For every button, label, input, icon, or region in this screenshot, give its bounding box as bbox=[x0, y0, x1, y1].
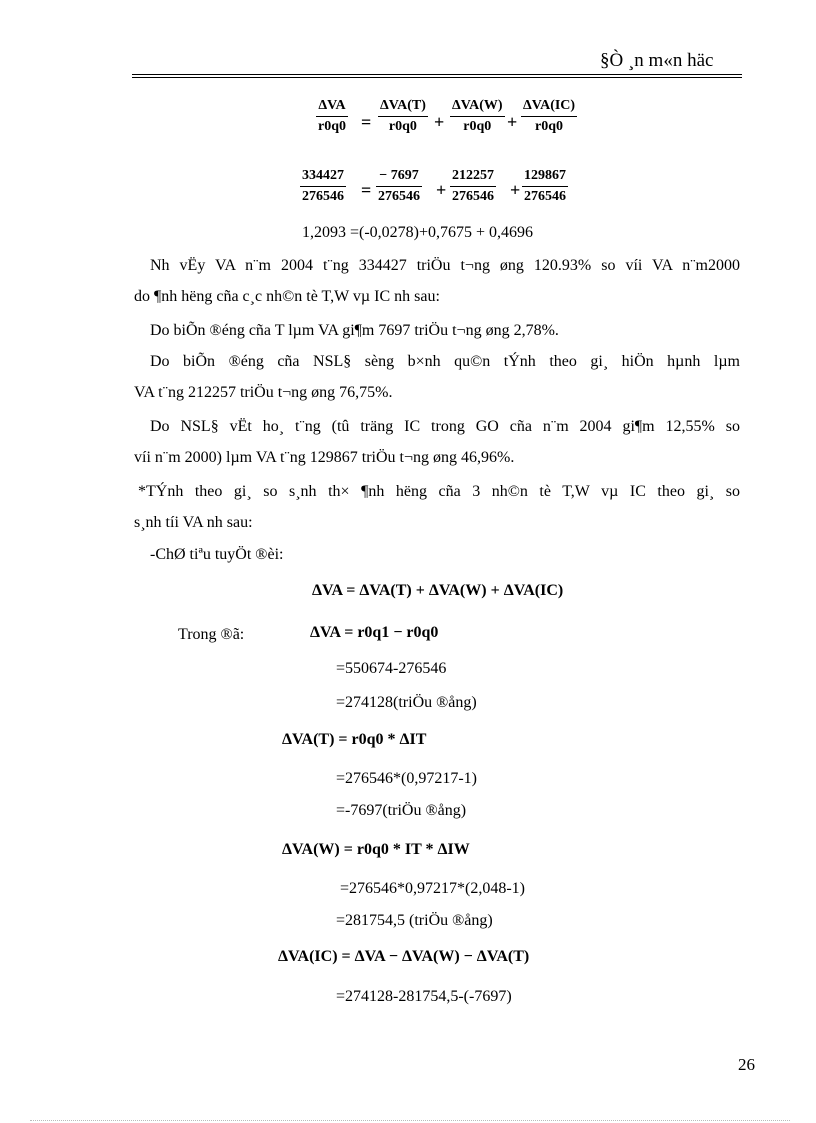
paragraph-line: Do NSL§ vËt ho¸ t¨ng (tû träng IC trong GO cña n¨m 2004 gi¶m 12,55% so bbox=[150, 418, 740, 435]
page-header-title: §Ò ¸n m«n häc bbox=[600, 50, 714, 71]
paragraph-line: s¸nh tíi VA nh sau: bbox=[134, 514, 253, 531]
trong-do-label: Trong ®ã: bbox=[178, 626, 245, 643]
eq2-t1-num: − 7697 bbox=[379, 168, 419, 183]
eq1-lhs-fraction bbox=[316, 98, 348, 135]
eq1-t3-num: ΔVA(IC) bbox=[523, 98, 576, 113]
fraction-bar bbox=[316, 116, 348, 117]
plus-sign: + bbox=[507, 112, 518, 132]
paragraph-line: víi n¨m 2000) lµm VA t¨ng 129867 triÖu t¬ng øng 46,96%. bbox=[134, 449, 515, 466]
eq2-term3-fraction bbox=[522, 168, 568, 205]
sum-equation: ΔVA = ΔVA(T) + ΔVA(W) + ΔVA(IC) bbox=[312, 582, 564, 599]
eq2-term2-fraction bbox=[450, 168, 496, 205]
result-line: =276546*0,97217*(2,048-1) bbox=[340, 880, 526, 897]
page-number: 26 bbox=[738, 1055, 755, 1074]
header-rule-bottom bbox=[132, 77, 742, 78]
eq2-t3-num: 129867 bbox=[524, 168, 566, 183]
eq3-ratio-line: 1,2093 =(-0,0278)+0,7675 + 0,4696 bbox=[302, 224, 534, 241]
equals-sign: = bbox=[361, 112, 372, 132]
result-line: =281754,5 (triÖu ®ång) bbox=[336, 912, 493, 929]
result-line: =274128-281754,5-(-7697) bbox=[336, 988, 512, 1005]
eq1-lhs-den: r0q0 bbox=[318, 119, 346, 134]
eq2-t1-den: 276546 bbox=[378, 189, 420, 204]
eq2-t3-den: 276546 bbox=[524, 189, 566, 204]
paragraph-line: Do biÕn ®éng cña NSL§ sèng b×nh qu©n tÝnh theo gi¸ hiÖn hµnh lµm bbox=[150, 353, 740, 370]
result-line: =274128(triÖu ®ång) bbox=[336, 694, 477, 711]
eq1-t2-den: r0q0 bbox=[463, 119, 492, 134]
eq1-lhs-num: ΔVA bbox=[318, 98, 346, 113]
delta-va-w-equation: ΔVA(W) = r0q0 * IT * ΔIW bbox=[282, 841, 470, 858]
eq2-t2-den: 276546 bbox=[452, 189, 494, 204]
page-bottom-border bbox=[30, 1120, 790, 1121]
paragraph-line: do ¶nh hëng cña c¸c nh©n tè T,W vµ IC nh sau: bbox=[134, 288, 440, 305]
fraction-bar bbox=[300, 186, 346, 187]
result-line: =550674-276546 bbox=[336, 660, 447, 677]
fraction-bar bbox=[376, 186, 422, 187]
delta-va-t-equation: ΔVA(T) = r0q0 * ΔIT bbox=[282, 731, 427, 748]
result-line: =276546*(0,97217-1) bbox=[336, 770, 478, 787]
eq1-t1-num: ΔVA(T) bbox=[380, 98, 426, 113]
paragraph-line: Nh vËy VA n¨m 2004 t¨ng 334427 triÖu t¬ng øng 120.93% so víi VA n¨m2000 bbox=[150, 257, 740, 274]
eq1-t2-num: ΔVA(W) bbox=[452, 98, 503, 113]
delta-va-ic-equation: ΔVA(IC) = ΔVA − ΔVA(W) − ΔVA(T) bbox=[278, 948, 530, 965]
fraction-bar bbox=[378, 116, 428, 117]
paragraph-line: -ChØ tiªu tuyÖt ®èi: bbox=[150, 546, 284, 563]
fraction-bar bbox=[521, 116, 577, 117]
result-line: =-7697(triÖu ®ång) bbox=[336, 802, 467, 819]
fraction-bar bbox=[450, 116, 505, 117]
paragraph-line: *TÝnh theo gi¸ so s¸nh th× ¶nh hëng cña 3 nh©n tè T,W vµ IC theo gi¸ so bbox=[138, 483, 740, 500]
fraction-bar bbox=[522, 186, 568, 187]
eq1-t3-den: r0q0 bbox=[535, 119, 564, 134]
eq1-term1-fraction bbox=[378, 98, 428, 135]
eq2-lhs-den: 276546 bbox=[302, 189, 344, 204]
equals-sign: = bbox=[361, 180, 372, 200]
paragraph-line: Do biÕn ®éng cña T lµm VA gi¶m 7697 triÖu t¬ng øng 2,78%. bbox=[150, 322, 559, 339]
plus-sign: + bbox=[510, 180, 521, 200]
fraction-bar bbox=[450, 186, 496, 187]
eq1-term2-fraction bbox=[450, 98, 505, 135]
eq1-t1-den: r0q0 bbox=[388, 119, 417, 134]
paragraph-line: VA t¨ng 212257 triÖu t¬ng øng 76,75%. bbox=[134, 384, 393, 401]
delta-va-equation: ΔVA = r0q1 − r0q0 bbox=[310, 624, 439, 641]
header-rule-top bbox=[132, 74, 742, 75]
eq2-t2-num: 212257 bbox=[452, 168, 494, 183]
eq2-lhs-fraction bbox=[300, 168, 346, 205]
eq2-lhs-num: 334427 bbox=[302, 168, 344, 183]
plus-sign: + bbox=[436, 180, 447, 200]
eq1-term3-fraction bbox=[521, 98, 577, 135]
eq2-term1-fraction bbox=[376, 168, 422, 205]
plus-sign: + bbox=[434, 112, 445, 132]
